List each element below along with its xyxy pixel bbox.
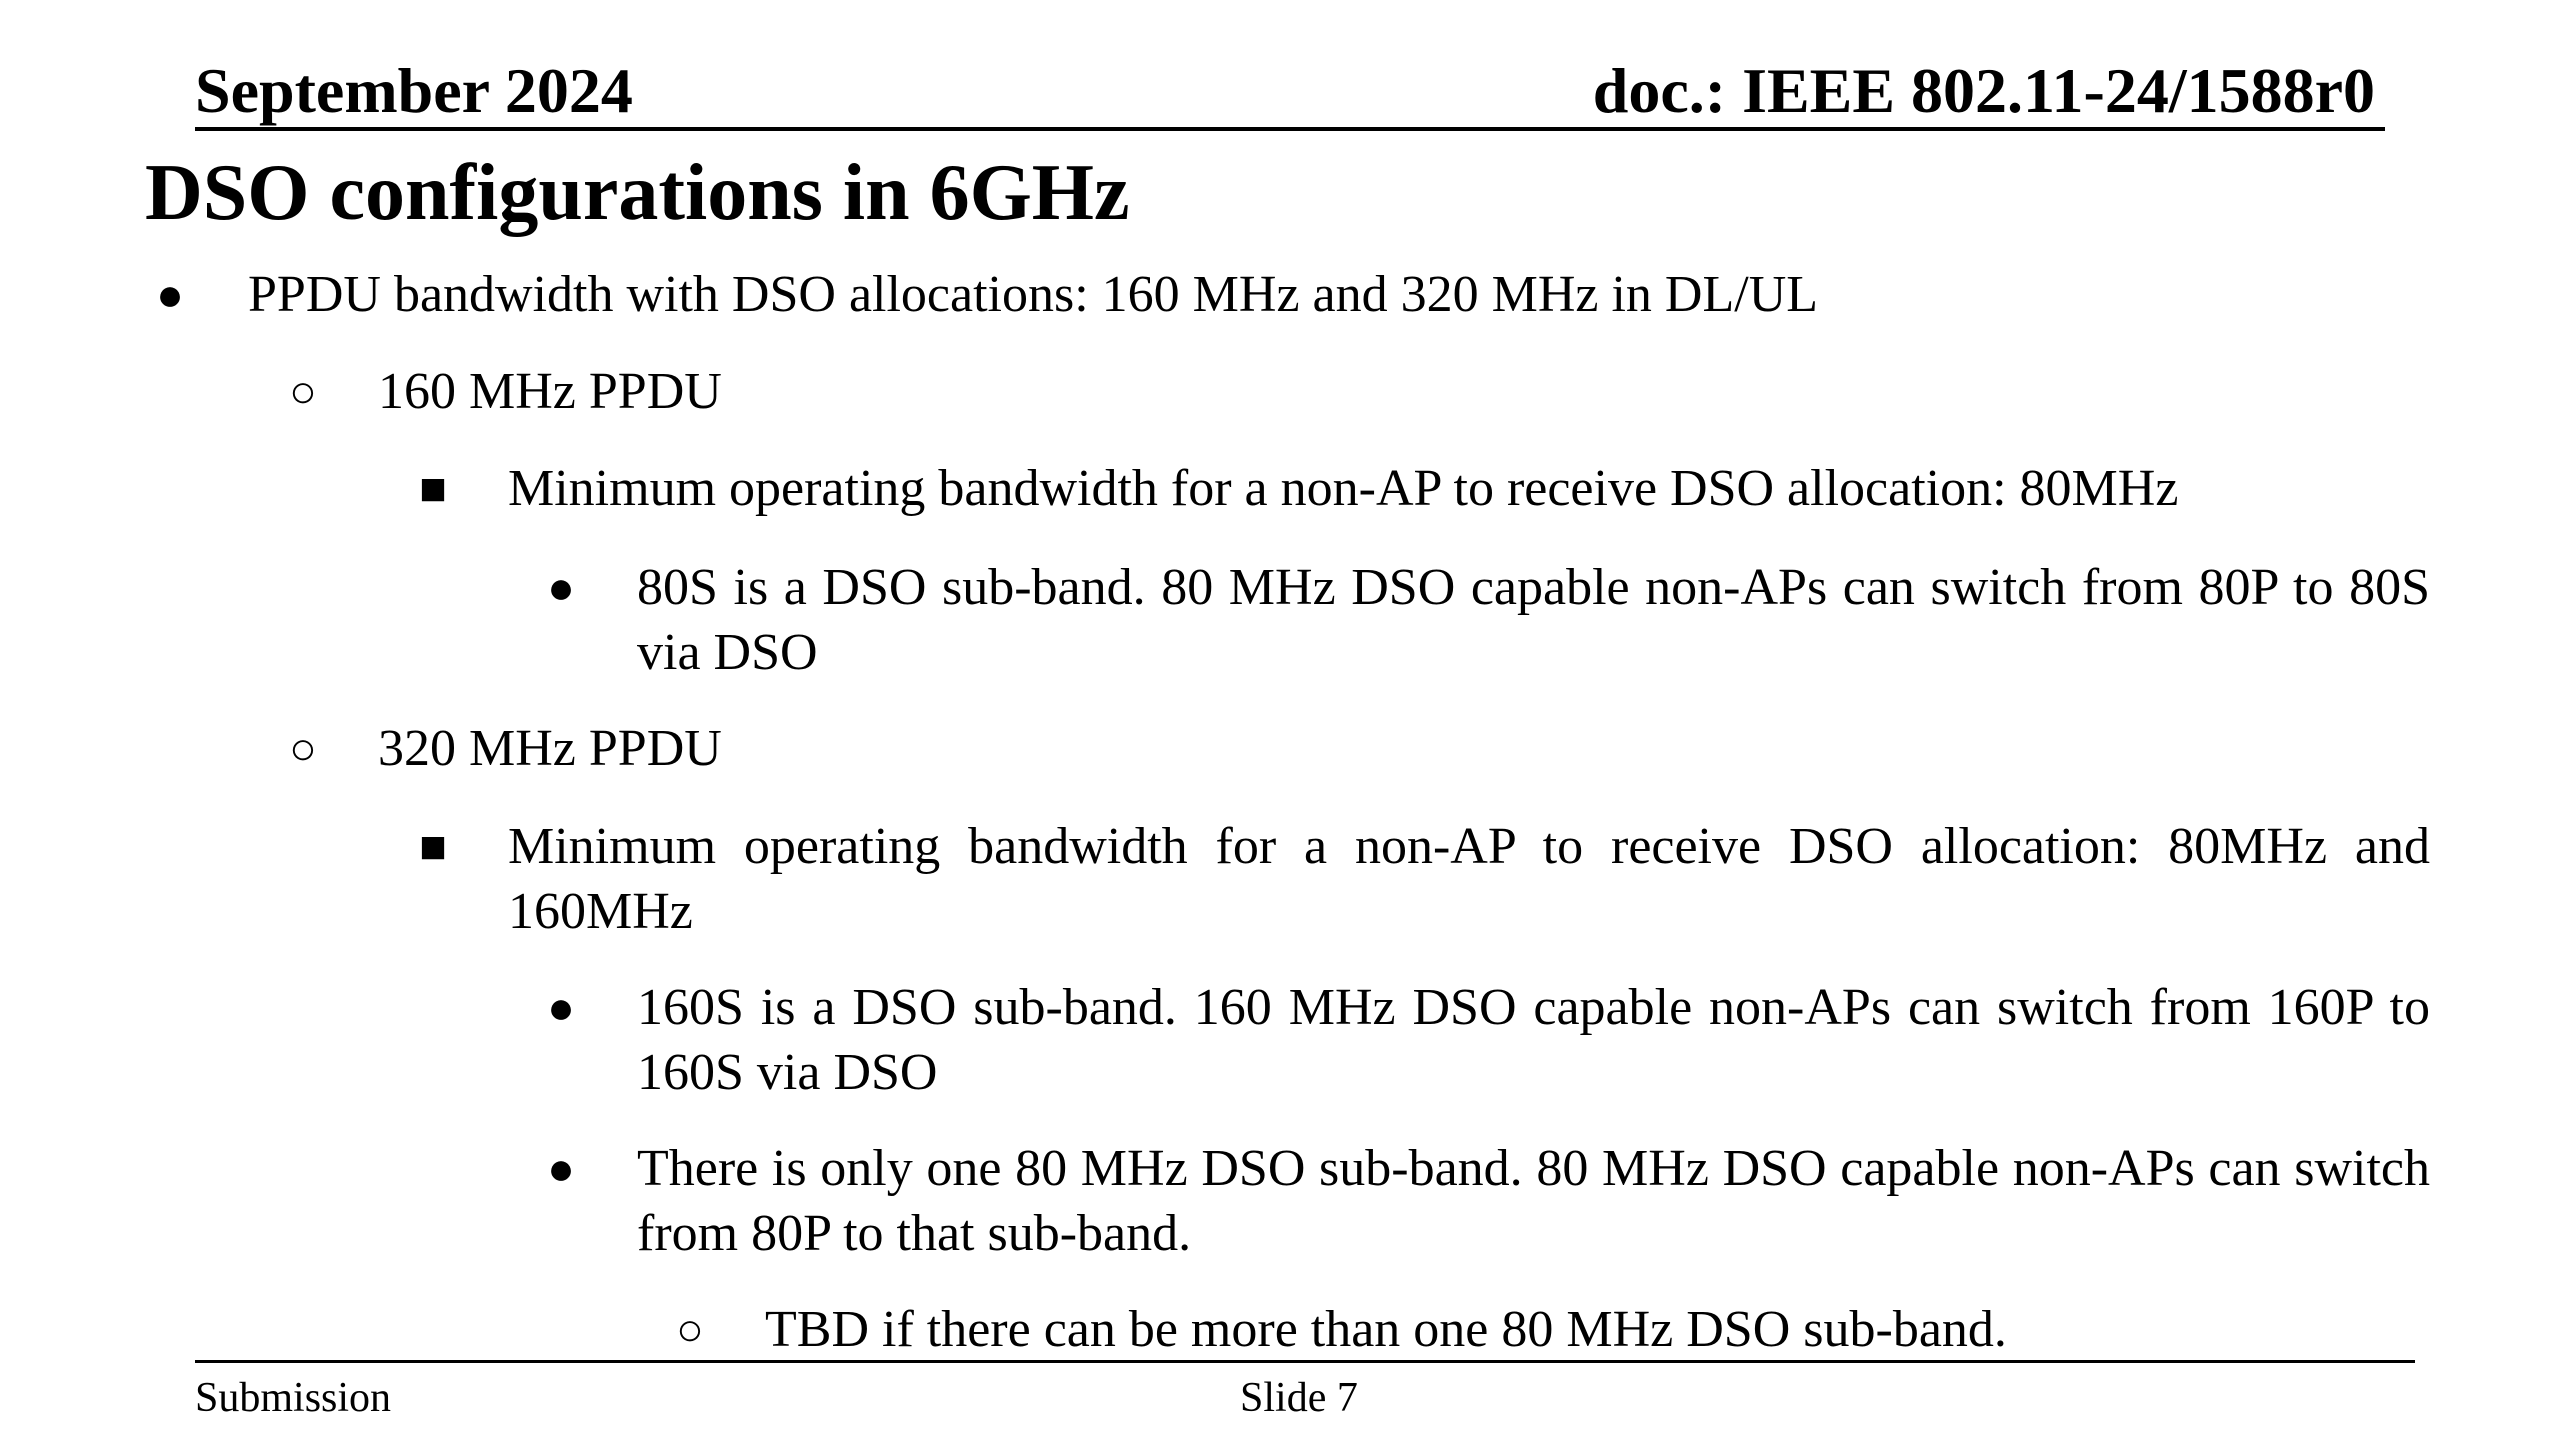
header-divider <box>195 127 2385 131</box>
bullet-marker: ○ <box>289 723 317 774</box>
footer-divider <box>195 1360 2415 1363</box>
bullet-marker: ● <box>547 562 575 613</box>
bullet-marker: ○ <box>676 1304 704 1355</box>
slide-header <box>195 55 2375 127</box>
list-item: 160S is a DSO sub-band. 160 MHz DSO capable non-APs can switch from 160P to 160S via DSO <box>637 979 2430 1101</box>
list-item: PPDU bandwidth with DSO allocations: 160 MHz and 320 MHz in DL/UL <box>248 266 1819 323</box>
header-doc-id: doc.: IEEE 802.11-24/1588r0 <box>1592 55 2375 126</box>
list-item: 80S is a DSO sub-band. 80 MHz DSO capable non-APs can switch from 80P to 80S via DSO <box>637 559 2430 681</box>
list-item: 320 MHz PPDU <box>378 720 722 777</box>
footer-submission: Submission <box>195 1375 392 1421</box>
header-date: September 2024 <box>195 55 633 126</box>
list-item: 160 MHz PPDU <box>378 363 722 420</box>
bullet-marker: ● <box>156 269 184 320</box>
bullet-marker: ■ <box>419 821 447 872</box>
list-item: TBD if there can be more than one 80 MHz DSO sub-band. <box>765 1301 2007 1358</box>
bullet-marker: ● <box>547 982 575 1033</box>
footer-slide-number: Slide 7 <box>1240 1375 1358 1421</box>
bullet-marker: ○ <box>289 366 317 417</box>
slide-title: DSO configurations in 6GHz <box>145 149 1130 237</box>
list-item: Minimum operating bandwidth for a non-AP to receive DSO allocation: 80MHz and 160MHz <box>508 818 2430 940</box>
bullet-marker: ● <box>547 1143 575 1194</box>
list-item: There is only one 80 MHz DSO sub-band. 80 MHz DSO capable non-APs can switch from 80P to that sub-band. <box>637 1140 2430 1262</box>
list-item: Minimum operating bandwidth for a non-AP to receive DSO allocation: 80MHz <box>508 460 2179 517</box>
bullet-marker: ■ <box>419 463 447 514</box>
